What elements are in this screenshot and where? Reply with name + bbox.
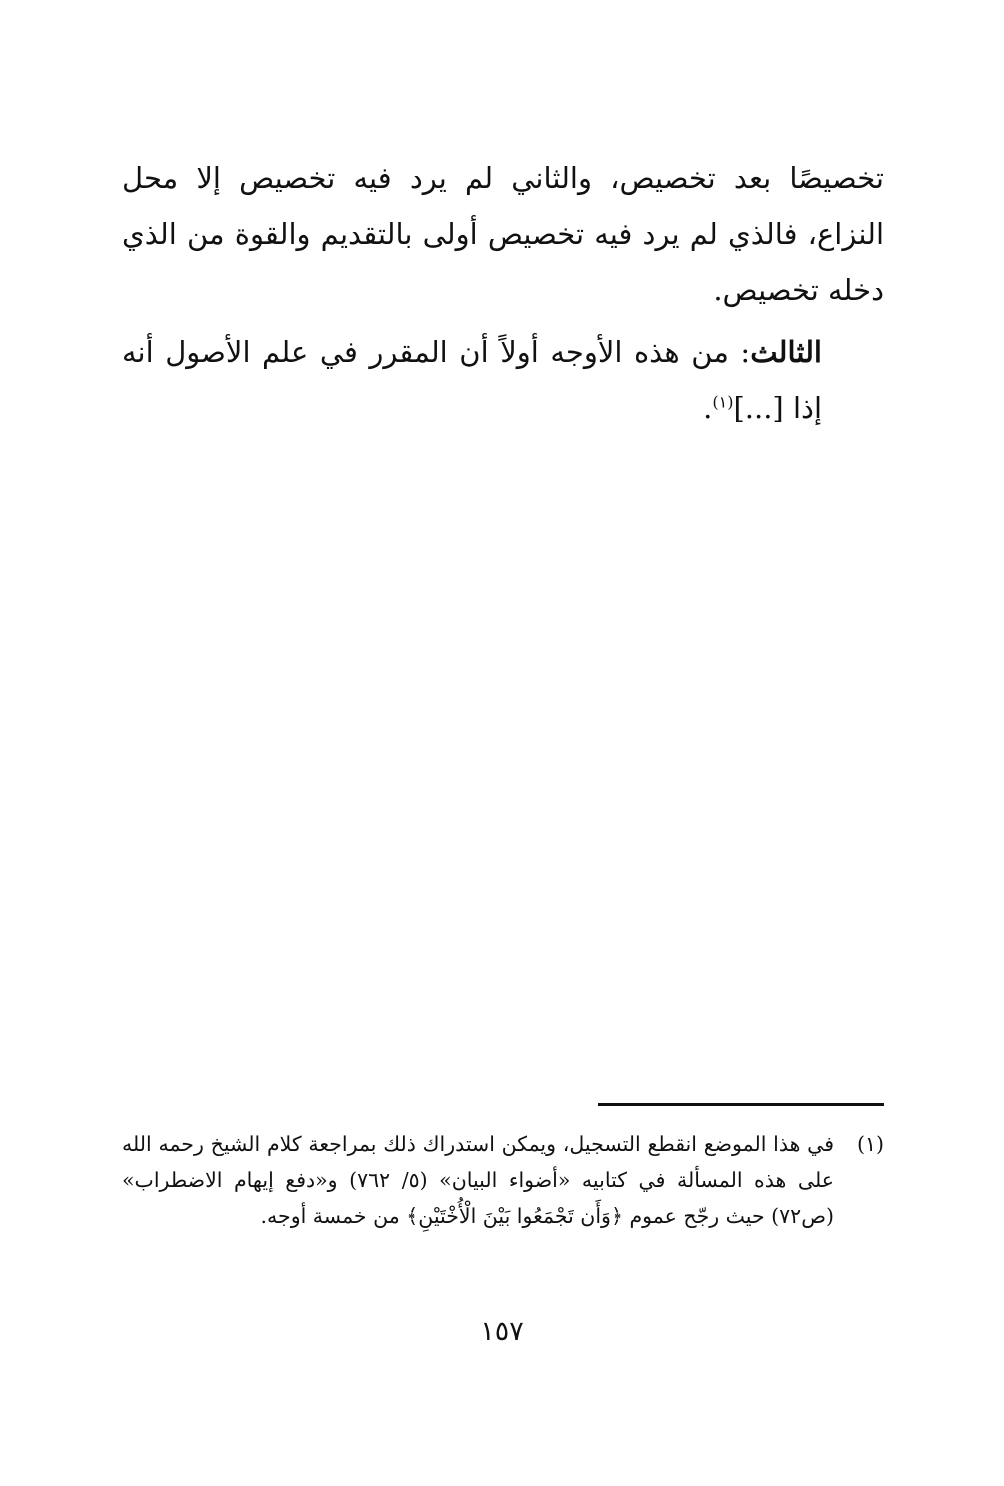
footnote-divider: [598, 1103, 884, 1106]
paragraph-2-end: .: [703, 391, 713, 425]
paragraph-heading: الثالث: [750, 335, 822, 369]
omission-mark: [...]: [733, 391, 784, 425]
main-text: [122, 150, 884, 436]
footnote-marker: (١): [856, 1132, 884, 1156]
paragraph-1: تخصيصًا بعد تخصيص، والثاني لم يرد فيه تخصيص إلا محل النزاع، فالذي لم يرد فيه تخصيص أولى بالتقديم والقوة من الذي دخله تخصيص.: [122, 161, 884, 307]
footnote-text: في هذا الموضع انقطع التسجيل، ويمكن استدراك ذلك بمراجعة كلام الشيخ رحمه الله على هذه المسألة في كتابيه «أضواء البيان» (٥/ ٧٦٢) و«دفع إيهام الاضطراب» (ص٧٢) حيث رجّح عموم ﴿وَأَن تَجْمَعُوا بَيْنَ الْأُخْتَيْنِ﴾ من خمسة أوجه.: [122, 1132, 834, 1228]
footnote: [122, 1126, 884, 1234]
footnote-reference[interactable]: (١): [712, 392, 734, 412]
page-number: ١٥٧: [480, 1316, 524, 1347]
paragraph-2-text: من هذه الأوجه أولاً أن المقرر في علم الأصول أنه إذا: [122, 335, 822, 425]
paragraph-2: [122, 324, 884, 436]
heading-separator: :: [728, 335, 751, 369]
